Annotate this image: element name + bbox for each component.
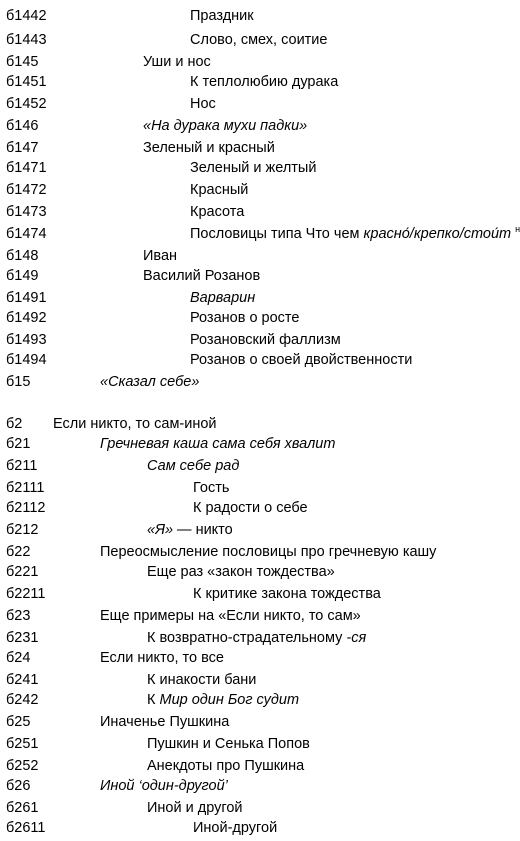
toc-entry xyxy=(0,180,509,200)
toc-entry xyxy=(0,434,509,454)
entry-title: Праздник xyxy=(190,8,254,24)
entry-title: Переосмысление пословицы про гречневую кашу xyxy=(100,544,437,560)
entry-title: Красный xyxy=(190,182,249,198)
entry-title: Зеленый и красный xyxy=(143,140,275,156)
entry-title: Розанов о росте xyxy=(190,310,300,326)
entry-number: б212 xyxy=(6,522,39,538)
entry-number: б148 xyxy=(6,248,39,264)
toc-entry xyxy=(0,542,509,562)
toc-entry xyxy=(0,456,509,476)
toc-entry xyxy=(0,246,509,266)
toc-entry xyxy=(0,30,509,50)
entry-number: б251 xyxy=(6,736,39,752)
toc-entry xyxy=(0,478,509,498)
entry-title: Еще примеры на «Если никто, то сам» xyxy=(100,608,361,624)
toc-entry xyxy=(0,330,509,350)
toc-entry xyxy=(0,350,509,370)
entry-title-italic: красно́/крепко/стои́т xyxy=(363,226,512,242)
entry-title: Анекдоты про Пушкина xyxy=(147,758,305,774)
toc-entry xyxy=(0,116,509,136)
entry-number: б149 xyxy=(6,268,39,284)
entry-number: б145 xyxy=(6,54,39,70)
entry-title: Гость xyxy=(193,480,230,496)
entry-number: б26 xyxy=(6,778,31,794)
toc-entry xyxy=(0,818,509,838)
toc-entry xyxy=(0,712,509,732)
entry-number: б22 xyxy=(6,544,31,560)
toc-entry xyxy=(0,606,509,626)
toc-entry xyxy=(0,308,509,328)
entry-number: б242 xyxy=(6,692,39,708)
entry-title: Нос xyxy=(190,96,216,112)
entry-title: Если никто, то все xyxy=(100,650,224,666)
entry-number: б1472 xyxy=(6,182,47,198)
toc-entry xyxy=(0,520,509,540)
entry-title: Зеленый и желтый xyxy=(190,160,317,176)
entry-title: Иначенье Пушкина xyxy=(100,714,230,730)
entry-number: б1491 xyxy=(6,290,47,306)
entry-title xyxy=(147,520,233,540)
entry-title: Розановский фаллизм xyxy=(190,332,341,348)
entry-title: Пушкин и Сенька Попов xyxy=(147,736,310,752)
entry-title: Василий Розанов xyxy=(143,268,261,284)
toc-entry xyxy=(0,94,509,114)
entry-title-italic: Мир один Бог судит xyxy=(159,692,300,708)
entry-title: Уши и нос xyxy=(143,54,211,70)
entry-title-plain: — никто xyxy=(173,522,233,538)
entry-title: Варварин xyxy=(190,290,256,306)
entry-number: б1471 xyxy=(6,160,47,176)
entry-title xyxy=(190,224,520,244)
entry-title: К инакости бани xyxy=(147,672,257,688)
toc-entry xyxy=(0,562,509,582)
entry-title: К теплолюбию дурака xyxy=(190,74,339,90)
entry-title: Еще раз «закон тождества» xyxy=(147,564,335,580)
entry-title: Если никто, то сам-иной xyxy=(53,416,217,432)
entry-number: б1493 xyxy=(6,332,47,348)
entry-title: Розанов о своей двойственности xyxy=(190,352,413,368)
toc-entry xyxy=(0,6,509,26)
toc-entry xyxy=(0,158,509,178)
entry-number: б1443 xyxy=(6,32,47,48)
toc-entry xyxy=(0,266,509,286)
entry-title: Гречневая каша сама себя хвалит xyxy=(100,436,336,452)
entry-number: б2112 xyxy=(6,500,46,516)
entry-number: б1452 xyxy=(6,96,47,112)
entry-number: б21 xyxy=(6,436,31,452)
entry-title xyxy=(147,690,299,710)
entry-title-italic: «Я» xyxy=(147,522,174,538)
entry-number: б1474 xyxy=(6,226,47,242)
entry-number: б2611 xyxy=(6,820,46,836)
toc-entry xyxy=(0,138,509,158)
entry-number: б1494 xyxy=(6,352,47,368)
entry-number: б1492 xyxy=(6,310,47,326)
entry-number: б221 xyxy=(6,564,39,580)
entry-number: б2111 xyxy=(6,480,45,496)
entry-number: б241 xyxy=(6,672,39,688)
entry-title xyxy=(147,628,366,648)
entry-title: Иной и другой xyxy=(147,800,243,816)
toc-entry xyxy=(0,776,509,796)
toc-entry xyxy=(0,734,509,754)
toc-entry xyxy=(0,414,509,434)
entry-number: б1451 xyxy=(6,74,47,90)
entry-number: б1473 xyxy=(6,204,47,220)
entry-title: «Сказал себе» xyxy=(100,374,200,390)
entry-number: б211 xyxy=(6,458,38,474)
entry-number: б2211 xyxy=(6,586,46,602)
entry-title: Слово, смех, соитие xyxy=(190,32,328,48)
entry-number: б252 xyxy=(6,758,39,774)
entry-title: К радости о себе xyxy=(193,500,308,516)
entry-title-plain: Пословицы типа Что чем xyxy=(190,226,364,242)
entry-number: б147 xyxy=(6,140,39,156)
toc-entry xyxy=(0,372,509,392)
entry-title: Красота xyxy=(190,204,245,220)
entry-number: б231 xyxy=(6,630,39,646)
entry-title-plain: К xyxy=(147,692,160,708)
entry-number: б2 xyxy=(6,416,23,432)
toc-entry xyxy=(0,648,509,668)
toc-entry xyxy=(0,202,509,222)
entry-title-plain: К возвратно-страдательному xyxy=(147,630,347,646)
toc-entry xyxy=(0,756,509,776)
toc-entry xyxy=(0,498,509,518)
entry-title: «На дурака мухи падки» xyxy=(143,118,308,134)
entry-title: Иной ‘один-другой’ xyxy=(100,778,228,794)
entry-superscript: н xyxy=(515,224,520,235)
toc-entry xyxy=(0,224,520,244)
entry-title-italic: -ся xyxy=(346,630,367,646)
toc-entry xyxy=(0,288,509,308)
toc-entry xyxy=(0,584,509,604)
entry-number: б23 xyxy=(6,608,31,624)
entry-number: б146 xyxy=(6,118,39,134)
entry-number: б24 xyxy=(6,650,31,666)
toc-entry xyxy=(0,628,509,648)
toc-entry xyxy=(0,690,509,710)
entry-number: б25 xyxy=(6,714,31,730)
entry-number: б261 xyxy=(6,800,39,816)
toc-entry xyxy=(0,798,509,818)
toc-entry xyxy=(0,72,509,92)
entry-title: К критике закона тождества xyxy=(193,586,381,602)
entry-number: б15 xyxy=(6,374,31,390)
toc-entry xyxy=(0,52,509,72)
entry-title: Сам себе рад xyxy=(147,458,240,474)
entry-number: б1442 xyxy=(6,8,47,24)
entry-title: Иван xyxy=(143,248,178,264)
entry-title: Иной-другой xyxy=(193,820,278,836)
toc-entry xyxy=(0,670,509,690)
